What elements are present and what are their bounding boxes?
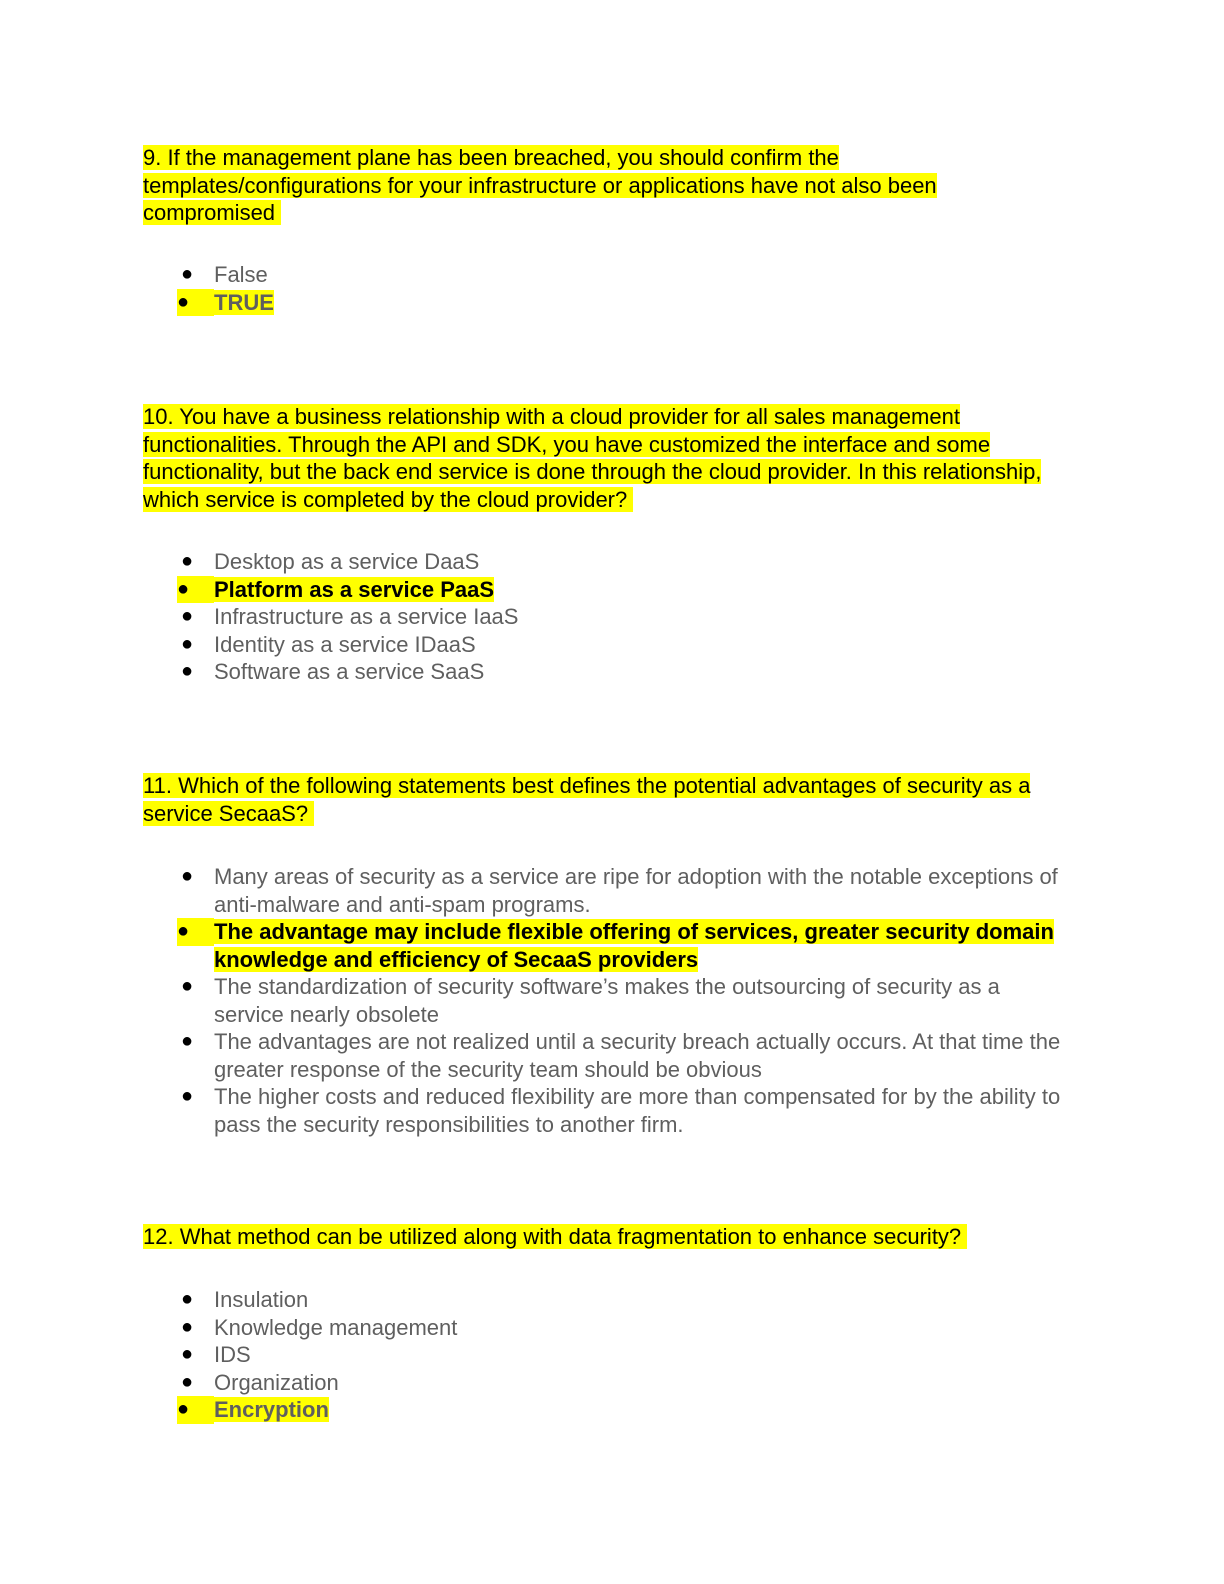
answer-option: ● The standardization of security software’s makes the outsourcing of security as a service nearly obsolete <box>172 973 1072 1028</box>
answer-option: ● Many areas of security as a service are ripe for adoption with the notable exceptions of anti-malware and anti-spam programs. <box>172 863 1072 918</box>
question-9-text: 9. If the management plane has been breached, you should confirm the templates/configurations for your infrastructure or applications have not also been compromised <box>143 145 937 225</box>
question-12-text: 12. What method can be utilized along with data fragmentation to enhance security? <box>143 1224 967 1249</box>
bullet-icon: ● <box>180 605 194 627</box>
answer-option: ● IDS <box>172 1341 1072 1369</box>
answer-option-correct: ● Encryption <box>177 1397 329 1422</box>
answer-option-correct: ● The advantage may include flexible offering of services, greater security domain knowledge and efficiency of SecaaS providers <box>177 919 1054 972</box>
bullet-icon: ● <box>180 1030 194 1052</box>
answer-option: ● Desktop as a service DaaS <box>172 548 1072 576</box>
bullet-icon: ● <box>180 660 194 682</box>
bullet-icon: ● <box>177 289 214 317</box>
bullet-icon: ● <box>177 1396 214 1424</box>
answer-option: ● Software as a service SaaS <box>172 658 1072 686</box>
answer-option: ● Insulation <box>172 1286 1072 1314</box>
question-10-answers <box>172 548 1072 686</box>
question-11-answers <box>172 863 1072 1138</box>
question-11-text: 11. Which of the following statements best defines the potential advantages of security as a service SecaaS? <box>143 773 1031 826</box>
answer-option: ● False <box>172 261 1072 289</box>
bullet-icon: ● <box>180 865 194 887</box>
question-10 <box>143 403 1078 513</box>
answer-option: ● The higher costs and reduced flexibility are more than compensated for by the ability to pass the security responsibilities to another firm. <box>172 1083 1072 1138</box>
answer-option-correct: ● Platform as a service PaaS <box>177 576 495 602</box>
bullet-icon: ● <box>180 1370 194 1393</box>
answer-option: ● Organization <box>172 1369 1072 1397</box>
bullet-icon: ● <box>180 975 194 997</box>
bullet-icon: ● <box>180 1315 194 1338</box>
bullet-icon: ● <box>180 1343 194 1365</box>
answer-option: ● The advantages are not realized until a security breach actually occurs. At that time the greater response of the security team should be obvious <box>172 1028 1072 1083</box>
question-12 <box>143 1223 1078 1251</box>
bullet-icon: ● <box>180 1085 194 1107</box>
bullet-icon: ● <box>180 550 194 572</box>
question-11 <box>143 772 1078 827</box>
bullet-icon: ● <box>180 1288 194 1310</box>
bullet-icon: ● <box>177 918 214 946</box>
bullet-icon: ● <box>180 632 194 655</box>
question-10-text: 10. You have a business relationship with a cloud provider for all sales management functionalities. Through the API and SDK, you have customized the interface and some functionality, but the back end service is done through the cloud provider. In this relationship, which service is completed by the cloud provider? <box>143 404 1042 512</box>
answer-option: ● Knowledge management <box>172 1314 1072 1342</box>
answer-option: ● Infrastructure as a service IaaS <box>172 603 1072 631</box>
question-12-answers <box>172 1286 1072 1424</box>
question-9 <box>143 144 1078 227</box>
answer-option-correct: ● TRUE <box>177 289 274 315</box>
bullet-icon: ● <box>177 576 214 604</box>
answer-option: ● Identity as a service IDaaS <box>172 631 1072 659</box>
question-9-answers <box>172 261 1072 316</box>
bullet-icon: ● <box>180 263 194 285</box>
